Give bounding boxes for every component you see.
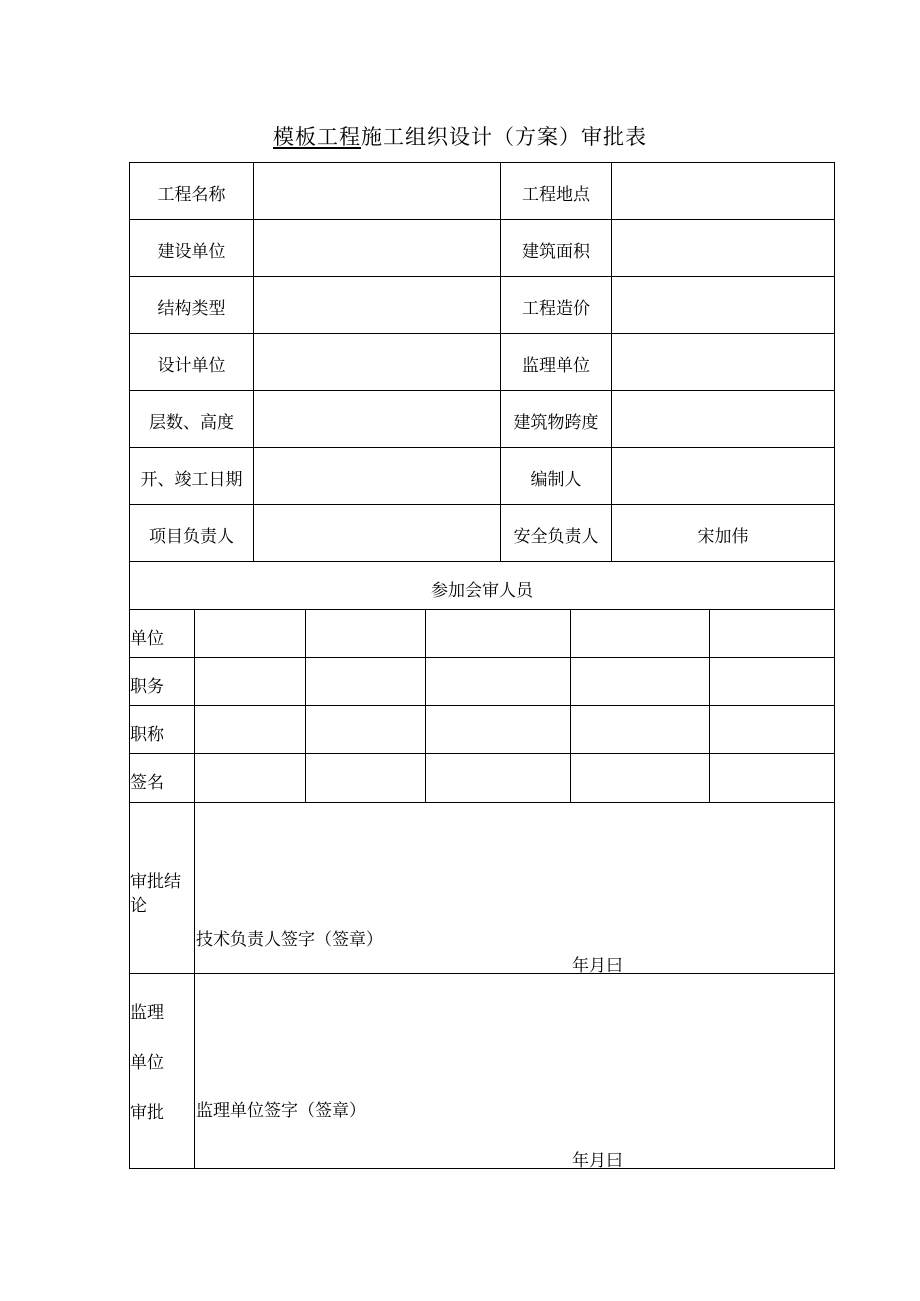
title-rest: 施工组织设计（方案）审批表: [361, 125, 647, 149]
grid-line: [129, 1168, 835, 1169]
reviewer-row-label: 签名: [130, 773, 164, 793]
approval-signature-label: 技术负责人签字（签章）: [196, 930, 383, 950]
info-right-label: 工程地点: [522, 185, 590, 205]
grid-line: [129, 390, 835, 391]
info-right-label: 编制人: [530, 470, 582, 490]
grid-line: [129, 276, 835, 277]
grid-line: [305, 609, 306, 802]
supervision-label-line3: 审批: [130, 1103, 164, 1123]
grid-line: [194, 609, 195, 802]
info-left-label: 项目负责人: [149, 527, 234, 547]
supervision-label-line2: 单位: [130, 1053, 164, 1073]
supervision-signature-label: 监理单位签字（签章）: [196, 1101, 366, 1121]
supervision-date: 年月曰: [572, 1151, 623, 1171]
info-left-label: 层数、高度: [149, 413, 234, 433]
grid-line: [194, 802, 195, 1168]
grid-line: [129, 447, 835, 448]
reviewer-row-label: 单位: [130, 629, 164, 649]
info-right-label: 监理单位: [522, 356, 590, 376]
info-left-label: 设计单位: [157, 356, 226, 376]
info-right-value[interactable]: 宋加伟: [697, 527, 749, 547]
grid-line: [129, 705, 835, 706]
approval-label-line2: 论: [130, 896, 147, 916]
approval-label-line1: 审批结: [130, 872, 181, 892]
grid-line: [425, 609, 426, 802]
page-title: [0, 121, 920, 151]
grid-line: [129, 973, 835, 974]
grid-line: [129, 219, 835, 220]
grid-line: [834, 162, 835, 1169]
grid-line: [611, 162, 612, 561]
grid-line: [253, 162, 254, 561]
grid-line: [570, 609, 571, 802]
info-left-label: 工程名称: [157, 185, 226, 205]
grid-line: [129, 657, 835, 658]
info-right-label: 安全负责人: [513, 527, 599, 547]
approval-date: 年月曰: [572, 956, 623, 976]
info-left-label: 建设单位: [157, 242, 226, 262]
grid-line: [129, 333, 835, 334]
info-left-label: 结构类型: [157, 299, 226, 319]
grid-line: [129, 162, 835, 163]
reviewers-header: 参加会审人员: [431, 581, 533, 601]
grid-line: [129, 802, 835, 803]
grid-line: [129, 609, 835, 610]
grid-line: [709, 609, 710, 802]
grid-line: [129, 561, 835, 562]
info-right-label: 建筑面积: [522, 242, 590, 262]
info-right-label: 建筑物跨度: [513, 413, 599, 433]
reviewer-row-label: 职称: [130, 725, 164, 745]
grid-line: [129, 504, 835, 505]
info-left-label: 开、竣工日期: [140, 470, 243, 490]
reviewer-row-label: 职务: [130, 677, 164, 697]
title-underlined-part: 模板工程: [273, 125, 361, 149]
info-right-label: 工程造价: [522, 299, 590, 319]
grid-line: [129, 753, 835, 754]
supervision-label-line1: 监理: [130, 1003, 164, 1023]
